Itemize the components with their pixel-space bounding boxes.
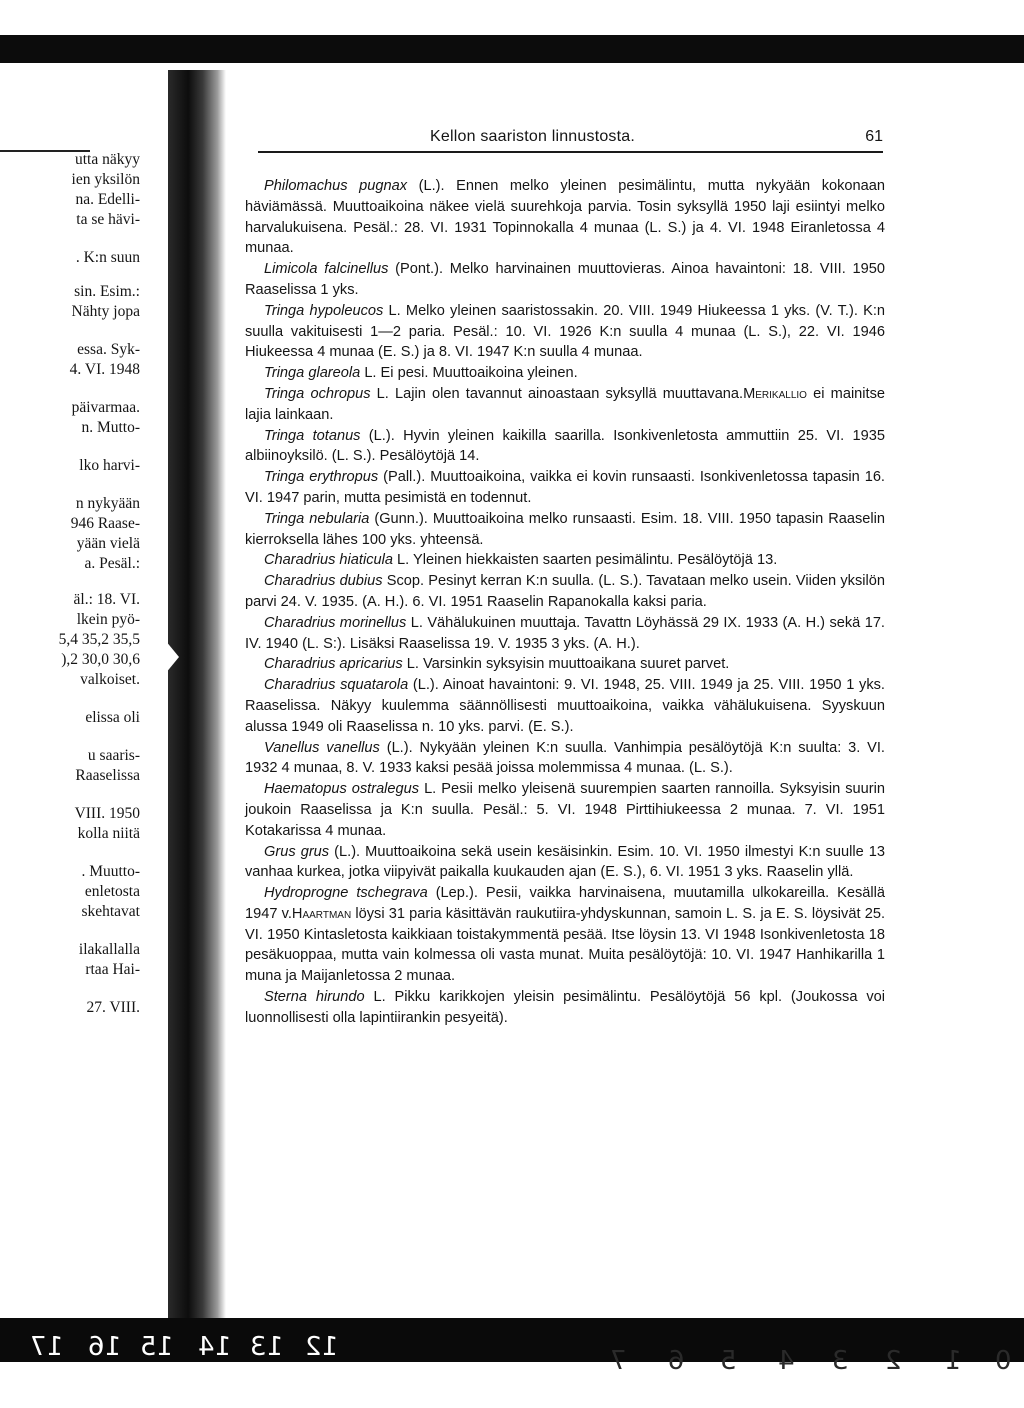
- species-entry: [245, 675, 885, 737]
- page-number: 61: [865, 128, 883, 145]
- species-name: Charadrius dubius: [264, 573, 383, 590]
- species-name: Grus grus: [264, 843, 330, 860]
- species-name: Haematopus ostralegus: [264, 781, 420, 798]
- entry-text: L. Vähälukuinen muuttaja. Tavattn Löyhässä 29 IX. 1933 (A. H.) sekä 17. IV. 1940 (L. S:). Lisäksi Raaselissa 19. V. 1935 3 yks. (A. H.).: [245, 614, 885, 652]
- ruler-number: 1: [945, 1346, 962, 1376]
- species-name: Hydroprogne tschegrava: [264, 885, 428, 902]
- species-name: Limicola falcinellus: [264, 261, 389, 278]
- left-page-line: . K:n suun: [75, 249, 140, 266]
- left-page-line: yään vielä: [76, 535, 140, 552]
- left-page-line: päivarmaa.: [71, 399, 140, 416]
- species-entry: [245, 613, 885, 655]
- species-entry: [245, 467, 885, 509]
- species-name: Tringa totanus: [264, 427, 361, 444]
- species-entry: [245, 654, 885, 675]
- entry-text: (Pont.). Melko harvinainen muuttovieras. Ainoa havaintoni: 18. VIII. 1950 Raaselissa 1 yks.: [245, 261, 885, 298]
- left-page-line: enletosta: [84, 883, 140, 900]
- species-entry: [245, 883, 885, 987]
- species-entry: [245, 384, 885, 426]
- left-page-line: u saaris-: [87, 747, 140, 764]
- ruler-number: 4: [778, 1346, 795, 1376]
- entry-text: Scop. Pesinyt kerran K:n suulla. (L. S.). Tavataan melko usein. Viiden yksilön parvi 24. V. 1935. (A. H.). 6. VI. 1951 Raaselin Rapanokalla kaksi paria.: [245, 573, 885, 610]
- left-page-line: skehtavat: [81, 903, 140, 920]
- left-page-line: utta näkyy: [75, 151, 140, 168]
- species-list: [245, 176, 885, 1029]
- species-name: Charadrius apricarius: [264, 656, 403, 673]
- entry-text: L. Pesii melko yleisenä suurempien saarten rannoilla. Syksyisin suurin joukoin Raaselissa ja K:n suulla. Pesäl.: 5. VI. 1948 Pirttihiukeessa 2 munaa. 7. VI. 1951 Kotakarissa 4 munaa.: [245, 781, 885, 839]
- scan-ruler: [0, 1362, 1024, 1408]
- left-page-line: . Muutto-: [81, 863, 140, 880]
- left-page-line: 27. VIII.: [86, 999, 140, 1016]
- species-name: Tringa glareola: [264, 365, 361, 382]
- book-gutter-shadow: [168, 70, 226, 1408]
- entry-text: (L.). Nykyään yleinen K:n suulla. Vanhimpia pesälöytöjä K:n suulta: 3. VI. 1932 4 munaa, 8. V. 1933 kaksi pesää joissa molemmissa 4 munaa. (L. S.).: [245, 739, 885, 777]
- ruler-number: 14: [198, 1332, 232, 1362]
- species-entry: [245, 509, 885, 551]
- entry-text: (L.). Muuttoaikoina sekä usein kesäisinkin. Esim. 10. VI. 1950 ilmestyi K:n suulle 13 vanhaa kurkea, jotka viipyivät paikalla kuukauden ajan (E. S.), 6. VI. 1951 3 yks. Raaselin yllä.: [245, 843, 885, 881]
- author-name: Haartman: [291, 905, 352, 922]
- entry-text: L. Lajin olen tavannut ainoastaan syksyllä muuttavana.: [370, 385, 744, 402]
- species-name: Tringa erythropus: [264, 469, 379, 486]
- ruler-number: 2: [885, 1346, 902, 1376]
- ruler-number: 12: [305, 1332, 339, 1362]
- header-rule: [258, 151, 883, 153]
- entry-text: L. Melko yleinen saaristossakin. 20. VIII. 1949 Hiukeessa 1 yks. (V. T.). K:n suulla vakituisesti 1—2 paria. Pesäl.: 10. VI. 1926 K:n suulla 4 munaa (L. S.), 22. VI. 1946 Hiukeessa 4 munaa (E. S.) ja 8. VI. 1947 K:n suulla 4 munaa.: [245, 302, 885, 361]
- left-page-line: Raaselissa: [75, 767, 140, 784]
- entry-text: (Lep.). Pesii, vaikka harvinaisena, muutamilla ulkokareilla. Kesällä 1947 v.: [245, 885, 886, 922]
- entry-text: (L.). Ainoat havaintoni: 9. VI. 1948, 25. VIII. 1949 ja 25. VIII. 1950 1 yks. Raaselissa. Näkyy kuulemma säännöllisesti muuttoaikoina, vaikka vähälukuisena. Syyskuun alussa 1949 oli Raaselissa n. 10 yks. parvi. (E. S.).: [245, 677, 885, 735]
- entry-text: L. Pikku karikkojen yleisin pesimälintu. Pesälöytöjä 56 kpl. (Joukossa voi luonnollisesti olla lapintiirankin pesyeitä).: [245, 989, 885, 1026]
- species-entry: [245, 987, 885, 1029]
- entry-text: (L.). Ennen melko yleinen pesimälintu, mutta nykyään kokonaan häviämässä. Muuttoaikoina näkee vielä suurehkoja parvia. Tosin syksyllä 1950 laji esiintyi melko harvalukuisena. Pesäl.: 28. VI. 1931 Topinnokalla 4 munaa (L. S.) ja 4. VI. 1948 Eiranletossa 4 munaa.: [245, 178, 885, 257]
- entry-text: (Gunn.). Muuttoaikoina melko runsaasti. Esim. 18. VIII. 1950 tapasin Raaselin kierroksella lähes 100 yks. yhteensä.: [245, 510, 885, 548]
- ruler-number: 3: [832, 1346, 849, 1376]
- ruler-number: 5: [720, 1346, 737, 1376]
- left-page-line: 5,4 35,2 35,5: [58, 631, 140, 648]
- species-name: Tringa ochropus: [264, 385, 371, 402]
- left-page-line: ien yksilön: [71, 171, 140, 188]
- left-page-line: valkoiset.: [80, 671, 140, 688]
- page-header: [258, 128, 883, 152]
- species-name: Charadrius squatarola: [264, 677, 409, 694]
- left-page-line: lko harvi-: [79, 457, 140, 474]
- left-page-line: ),2 30,0 30,6: [61, 651, 140, 668]
- left-page-line: n. Mutto-: [81, 419, 140, 436]
- entry-text-continued: löysi 31 paria käsittävän raukutiira-yhdyskunnan, samoin L. S. ja E. S. löysivät 25. VI. 1950 Kintasletosta kaikkiaan toistakymmentä pesää. Itse löysin 13. VI 1948 Isonkivenletosta 18 pesäkuoppaa, mutta vain kolmessa oli vasta munat. Muita pesälöytöjä: 10. VI. 1947 Hanhikarilla 1 muna ja Maijanletossa 2 munaa.: [245, 905, 885, 985]
- entry-text: (Pall.). Muuttoaikoina, vaikka ei kovin runsaasti. Isonkivenletossa tapasin 16. VI. 1947 parin, mutta pesimistä en todennut.: [245, 469, 885, 506]
- left-page-line: äl.: 18. VI.: [73, 591, 140, 608]
- left-page-line: lkein pyö-: [76, 611, 140, 628]
- species-entry: [245, 363, 885, 384]
- ruler-number: 6: [668, 1346, 685, 1376]
- species-name: Vanellus vanellus: [264, 739, 380, 756]
- left-page-line: sin. Esim.:: [74, 283, 140, 300]
- left-page-line: essa. Syk-: [77, 341, 140, 358]
- species-entry: [245, 301, 885, 363]
- entry-text: L. Varsinkin syksyisin muuttoaikana suuret parvet.: [402, 656, 730, 673]
- ruler-number: 15: [140, 1332, 174, 1362]
- species-entry: [245, 426, 885, 468]
- left-page-line: elissa oli: [85, 709, 140, 726]
- species-entry: [245, 842, 885, 884]
- species-entry: [245, 259, 885, 301]
- species-name: Philomachus pugnax: [264, 178, 408, 194]
- left-page-line: na. Edelli-: [75, 191, 140, 208]
- left-page-line: kolla niitä: [77, 825, 140, 842]
- ruler-number: 17: [30, 1332, 64, 1362]
- species-entry: [245, 738, 885, 780]
- left-page-line: ta se hävi-: [76, 211, 140, 228]
- left-page-line: 946 Raase-: [70, 515, 140, 532]
- species-name: Charadrius hiaticula: [264, 552, 393, 569]
- species-name: Charadrius morinellus: [264, 614, 407, 631]
- scan-top-edge: [0, 35, 1024, 63]
- species-name: Tringa hypoleucos: [264, 302, 384, 319]
- entry-text-continued: ei mainitse lajia lainkaan.: [245, 385, 886, 423]
- left-page-line: n nykyään: [75, 495, 140, 512]
- species-entry: [245, 571, 885, 613]
- species-name: Tringa nebularia: [264, 510, 370, 527]
- left-page-line: rtaa Hai-: [85, 961, 140, 978]
- species-entry: [245, 176, 885, 259]
- left-page-line: Nähty jopa: [71, 303, 140, 320]
- species-entry: [245, 779, 885, 841]
- left-page-line: ilakallalla: [78, 941, 140, 958]
- entry-text: L. Yleinen hiekkaisten saarten pesimälintu. Pesälöytöjä 13.: [392, 552, 778, 569]
- entry-text: (L.). Hyvin yleinen kaikilla saarilla. Isonkivenletosta ammuttiin 25. VI. 1935 albiinoyksilö. (L. S.). Pesälöytöjä 14.: [245, 427, 885, 465]
- ruler-number: 13: [250, 1332, 284, 1362]
- author-name: Merikallio: [743, 385, 807, 402]
- species-name: Sterna hirundo: [264, 989, 365, 1006]
- left-page-line: 4. VI. 1948: [69, 361, 140, 378]
- ruler-number: 16: [88, 1332, 122, 1362]
- ruler-number: 0: [995, 1346, 1012, 1376]
- left-page-line: VIII. 1950: [74, 805, 140, 822]
- running-title: Kellon saariston linnustosta.: [430, 128, 636, 145]
- entry-text: L. Ei pesi. Muuttoaikoina yleinen.: [360, 365, 578, 382]
- ruler-number: 7: [610, 1346, 627, 1376]
- left-page-line: a. Pesäl.:: [84, 555, 140, 572]
- species-entry: [245, 550, 885, 571]
